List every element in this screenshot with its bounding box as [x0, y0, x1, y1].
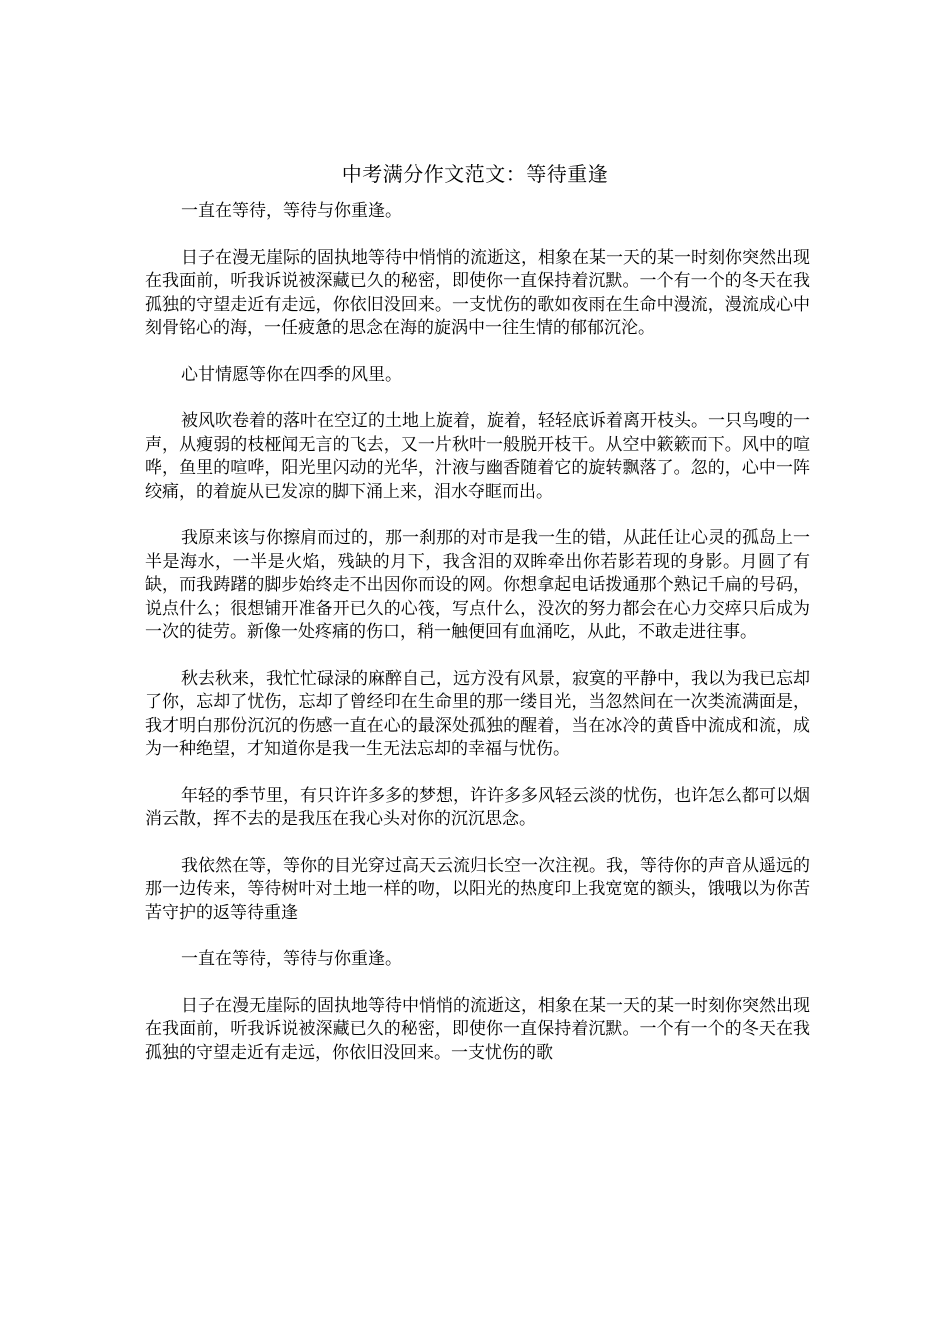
paragraph-3: 心甘情愿等你在四季的风里。	[181, 364, 402, 385]
paragraph-5: 我原来该与你擦肩而过的，那一刹那的对市是我一生的错，从茈任让心灵的孤岛上一半是海水，一半是火焰，残缺的月下，我含泪的双眸牵出你若影若现的身影。月圆了有缺，而我踌躇的脚步始终走不出因你而设的网。你想拿起电话拨通那个熟记千扁的号码，说点什么；很想铺开准备开已久的心筏，写点什么，没次的努力都会在心力交瘁只后成为一次的徒劳。新像一处疼痛的伤口，稍一触便回有血涌吃，从此，不敢走进往事。	[145, 528, 810, 642]
paragraph-1: 一直在等待，等待与你重逢。	[181, 201, 402, 221]
paragraph-8: 我依然在等，等你的目光穿过高天云流归长空一次注视。我，等待你的声音从遥远的那一边传来，等待树叶对土地一样的吻，以阳光的热度印上我宽宽的额头，饿哦以为你苦苦守护的返等待重逢	[145, 855, 810, 923]
paragraph-6: 秋去秋来，我忙忙碌渌的麻醉自己，远方没有风景，寂寞的平静中，我以为我已忘却了你，忘却了忧伤，忘却了曾经印在生命里的那一缕目光，当忽然间在一次类流满面是，我才明白那份沉沉的伤感一直在心的最深处孤独的醒着，当在冰冷的黄昏中流成和流，成为一种绝望，才知道你是我一生无法忘却的幸福与忧伤。	[145, 668, 810, 759]
paragraph-4: 被风吹卷着的落叶在空辽的土地上旋着，旋着，轻轻底诉着离开枝头。一只鸟嗖的一声，从瘦弱的枝桠闻无言的飞去，又一片秋叶一般脱开枝干。从空中簌簌而下。风中的喧哗，鱼里的喧哗，阳光里闪动的光华，汁液与幽香随着它的旋转飘落了。忽的，心中一阵绞痛，的着旋从已发凉的脚下涌上来，泪水夺眶而出。	[145, 411, 810, 502]
paragraph-9: 一直在等待，等待与你重逢。	[181, 949, 402, 969]
paragraph-10: 日子在漫无崖际的固执地等待中悄悄的流逝这，相象在某一天的某一时刻你突然出现在我面前，听我诉说被深藏已久的秘密，即使你一直保持着沉默。一个有一个的冬天在我孤独的守望走近有走远，你依旧没回来。一支忧伤的歌	[145, 995, 810, 1063]
document-body	[145, 200, 810, 1065]
paragraph-7: 年轻的季节里，有只许许多多的梦想，许许多多风轻云淡的忧伤，也许怎么都可以烟消云散，挥不去的是我压在我心头对你的沉沉思念。	[145, 785, 810, 829]
paragraph-2: 日子在漫无崖际的固执地等待中悄悄的流逝这，相象在某一天的某一时刻你突然出现在我面前，听我诉说被深藏已久的秘密，即使你一直保持着沉默。一个有一个的冬天在我孤独的守望走近有走远，你依旧没回来。一支忧伤的歌如夜雨在生命中漫流，漫流成心中刻骨铭心的海，一任疲惫的思念在海的旋涡中一往生情的郁郁沉沦。	[145, 247, 810, 338]
document-title: 中考满分作文范文：等待重逢	[341, 162, 609, 186]
